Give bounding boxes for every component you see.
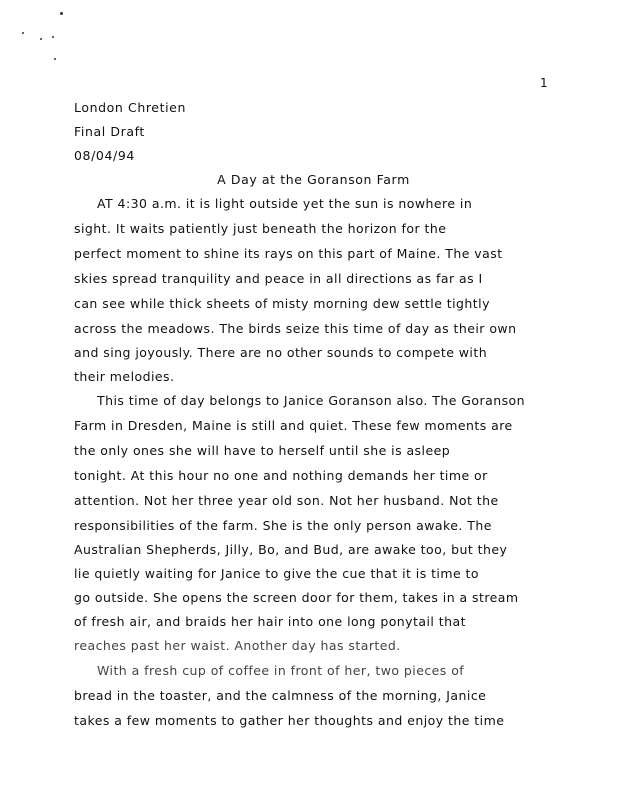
body-line: responsibilities of the farm. She is the only person awake. The xyxy=(74,518,492,533)
body-line: AT 4:30 a.m. it is light outside yet the sun is nowhere in xyxy=(97,196,473,211)
body-line: the only ones she will have to herself until she is asleep xyxy=(74,443,451,458)
body-line: of fresh air, and braids her hair into one long ponytail that xyxy=(74,614,466,629)
body-line: lie quietly waiting for Janice to give the cue that it is time to xyxy=(74,566,479,581)
body-line: Australian Shepherds, Jilly, Bo, and Bud, are awake too, but they xyxy=(74,542,508,557)
body-line: across the meadows. The birds seize this time of day as their own xyxy=(74,321,517,336)
body-line: This time of day belongs to Janice Goranson also. The Goranson xyxy=(97,393,525,408)
body-line: tonight. At this hour no one and nothing demands her time or xyxy=(74,468,488,483)
body-line: With a fresh cup of coffee in front of her, two pieces of xyxy=(97,663,465,678)
body-line: reaches past her waist. Another day has started. xyxy=(74,638,401,653)
document-date: 08/04/94 xyxy=(74,148,135,163)
essay-title: A Day at the Goranson Farm xyxy=(217,172,410,187)
body-line: bread in the toaster, and the calmness of the morning, Janice xyxy=(74,688,487,703)
body-line: go outside. She opens the screen door for them, takes in a stream xyxy=(74,590,519,605)
scan-speck xyxy=(54,58,56,60)
body-line: can see while thick sheets of misty morning dew settle tightly xyxy=(74,296,490,311)
body-line: perfect moment to shine its rays on this part of Maine. The vast xyxy=(74,246,503,261)
body-line: Farm in Dresden, Maine is still and quiet. These few moments are xyxy=(74,418,513,433)
page-number: 1 xyxy=(540,76,548,90)
scan-speck xyxy=(22,32,24,34)
body-line: sight. It waits patiently just beneath the horizon for the xyxy=(74,221,447,236)
scan-speck xyxy=(40,38,42,40)
body-line: and sing joyously. There are no other sounds to compete with xyxy=(74,345,488,360)
draft-label: Final Draft xyxy=(74,124,145,139)
scan-speck xyxy=(52,36,54,38)
scan-speck xyxy=(60,12,63,15)
body-line: takes a few moments to gather her thoughts and enjoy the time xyxy=(74,713,505,728)
body-line: attention. Not her three year old son. Not her husband. Not the xyxy=(74,493,499,508)
author-name: London Chretien xyxy=(74,100,186,115)
body-line: their melodies. xyxy=(74,369,175,384)
body-line: skies spread tranquility and peace in all directions as far as I xyxy=(74,271,483,286)
